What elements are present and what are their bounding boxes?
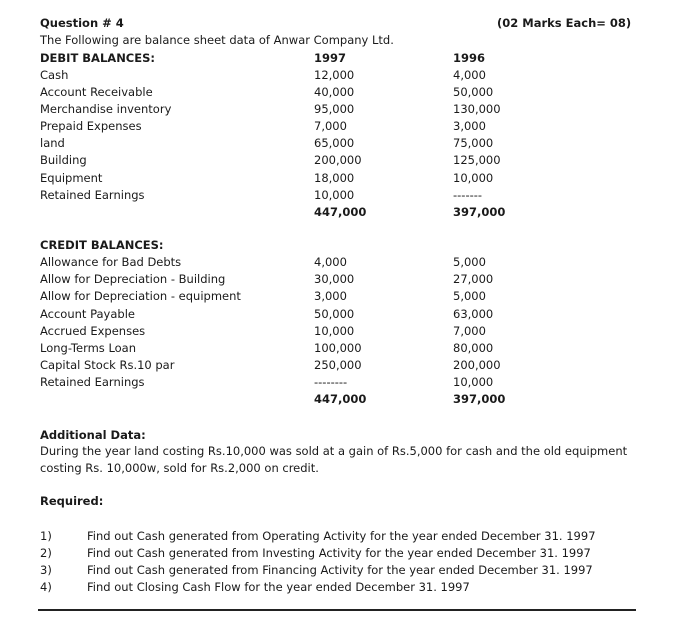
debit-row-1996: 130,000 — [453, 102, 501, 116]
debit-row-1996: 125,000 — [453, 153, 501, 167]
credit-row-1997: 100,000 — [314, 341, 362, 355]
credit-row-1996: 7,000 — [453, 324, 486, 338]
required-item-number: 2) — [40, 546, 52, 560]
required-item-number: 1) — [40, 529, 52, 543]
credit-row-1996: 200,000 — [453, 358, 501, 372]
required-item-text: Find out Closing Cash Flow for the year ended December 31. 1997 — [87, 580, 470, 594]
additional-heading: Additional Data: — [40, 428, 146, 442]
debit-row-1996: 4,000 — [453, 68, 486, 82]
debit-row-label: Retained Earnings — [40, 188, 145, 202]
credit-row-label: Account Payable — [40, 307, 135, 321]
col-1997-header: 1997 — [314, 51, 347, 65]
debit-row-1996: 50,000 — [453, 85, 494, 99]
debit-row-1997: 7,000 — [314, 119, 347, 133]
debit-row-label: Equipment — [40, 171, 103, 185]
credit-row-1996: 80,000 — [453, 341, 494, 355]
required-item-text: Find out Cash generated from Investing Activity for the year ended December 31. 1997 — [87, 546, 591, 560]
credit-row-label: Capital Stock Rs.10 par — [40, 358, 175, 372]
additional-text: During the year land costing Rs.10,000 was sold at a gain of Rs.5,000 for cash and the old equipment costing Rs. 10,000w, sold for Rs.2,000 on credit. — [40, 444, 628, 475]
bottom-divider — [38, 609, 636, 611]
col-1996-header: 1996 — [453, 51, 486, 65]
debit-row-1997: 18,000 — [314, 171, 355, 185]
credit-row-1997: -------- — [314, 375, 348, 389]
debit-row-1996: 10,000 — [453, 171, 494, 185]
credit-row-1996: 63,000 — [453, 307, 494, 321]
credit-row-1996: 27,000 — [453, 272, 494, 286]
required-item-number: 3) — [40, 563, 52, 577]
required-heading: Required: — [40, 494, 104, 508]
required-item-text: Find out Cash generated from Financing Activity for the year ended December 31. 1997 — [87, 563, 593, 577]
credit-row-1996: 5,000 — [453, 289, 486, 303]
required-item-text: Find out Cash generated from Operating Activity for the year ended December 31. 1997 — [87, 529, 596, 543]
credit-row-label: Accrued Expenses — [40, 324, 146, 338]
debit-row-label: land — [40, 136, 65, 150]
credit-heading: CREDIT BALANCES: — [40, 238, 164, 252]
debit-row-label: Prepaid Expenses — [40, 119, 142, 133]
debit-row-1997: 95,000 — [314, 102, 355, 116]
debit-row-label: Building — [40, 153, 87, 167]
question-number: Question # 4 — [40, 16, 124, 30]
credit-row-label: Retained Earnings — [40, 375, 145, 389]
credit-total-1996: 397,000 — [453, 392, 506, 406]
credit-row-1997: 4,000 — [314, 255, 347, 269]
debit-row-1997: 10,000 — [314, 188, 355, 202]
credit-row-1996: 10,000 — [453, 375, 494, 389]
debit-row-1997: 40,000 — [314, 85, 355, 99]
debit-row-label: Merchandise inventory — [40, 102, 172, 116]
debit-row-1996: 3,000 — [453, 119, 486, 133]
debit-heading: DEBIT BALANCES: — [40, 51, 155, 65]
credit-row-1997: 30,000 — [314, 272, 355, 286]
debit-row-1996: ------- — [453, 188, 483, 202]
credit-row-1997: 10,000 — [314, 324, 355, 338]
marks-label: (02 Marks Each= 08) — [497, 16, 632, 30]
debit-row-1996: 75,000 — [453, 136, 494, 150]
credit-row-1996: 5,000 — [453, 255, 486, 269]
debit-row-1997: 200,000 — [314, 153, 362, 167]
credit-row-label: Allowance for Bad Debts — [40, 255, 182, 269]
intro-text: The Following are balance sheet data of Anwar Company Ltd. — [40, 33, 394, 47]
debit-row-1997: 65,000 — [314, 136, 355, 150]
credit-row-label: Allow for Depreciation - Building — [40, 272, 226, 286]
credit-row-1997: 250,000 — [314, 358, 362, 372]
debit-total-1997: 447,000 — [314, 205, 367, 219]
credit-row-1997: 50,000 — [314, 307, 355, 321]
debit-row-label: Cash — [40, 68, 69, 82]
credit-row-label: Allow for Depreciation - equipment — [40, 289, 241, 303]
debit-total-1996: 397,000 — [453, 205, 506, 219]
debit-row-label: Account Receivable — [40, 85, 153, 99]
credit-row-label: Long-Terms Loan — [40, 341, 137, 355]
debit-row-1997: 12,000 — [314, 68, 355, 82]
required-item-number: 4) — [40, 580, 52, 594]
credit-row-1997: 3,000 — [314, 289, 347, 303]
credit-total-1997: 447,000 — [314, 392, 367, 406]
